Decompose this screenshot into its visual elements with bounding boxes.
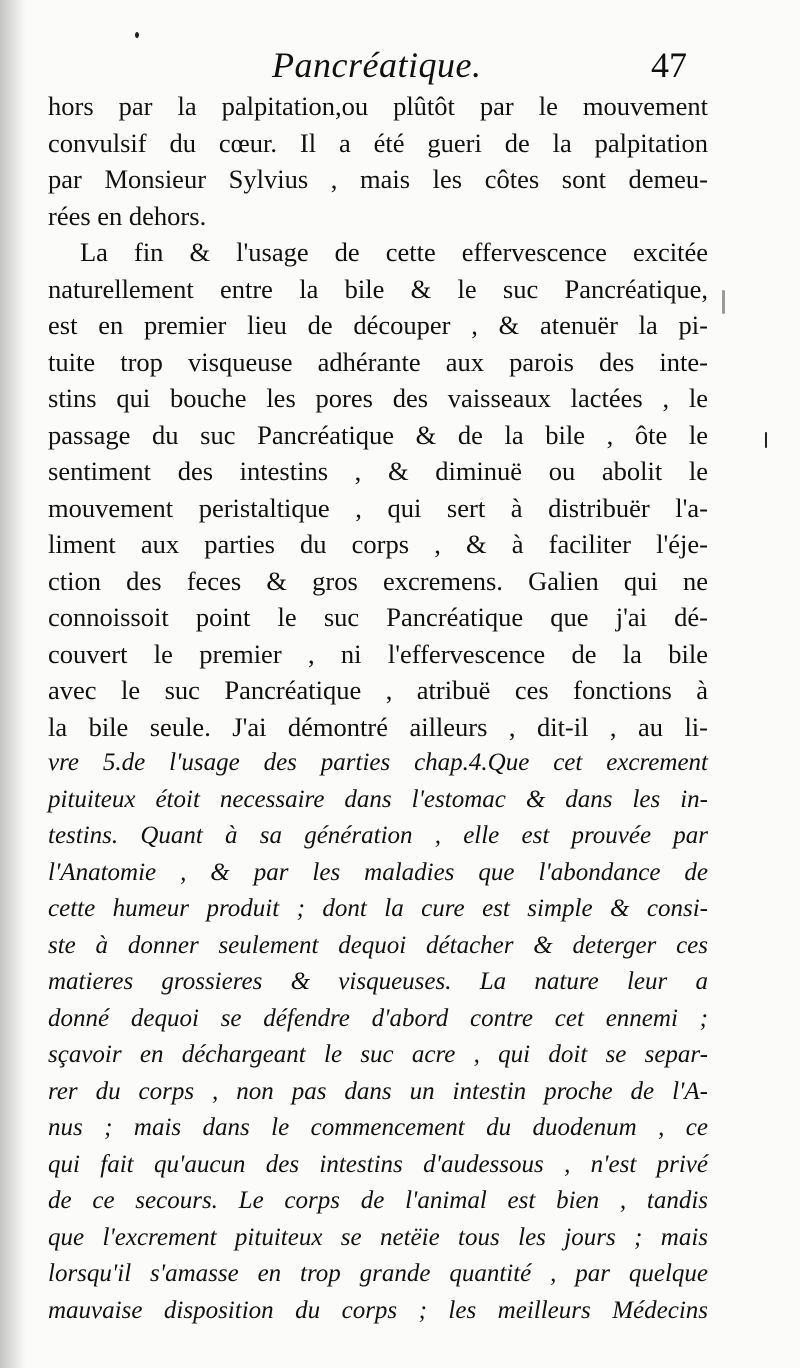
text-line: passage du suc Pancréatique & de la bile , ôte le xyxy=(48,419,708,450)
quotation-line: ste à donner seulement dequoi détacher & deterger ces xyxy=(48,931,708,959)
text-line: avec le suc Pancréatique , atribuë ces fonctions à xyxy=(48,675,708,705)
ink-speck xyxy=(135,32,139,38)
text-line: ction des feces & gros excremens. Galien qui ne xyxy=(48,565,708,596)
gutter-shadow xyxy=(0,0,26,1368)
quotation-line: que l'excrement pituiteux se netëie tous les jours ; mais xyxy=(48,1223,708,1251)
quotation-line: lorsqu'il s'amasse en trop grande quantité , par quelque xyxy=(48,1260,708,1287)
quotation-line: nus ; mais dans le commencement du duodenum , ce xyxy=(48,1114,708,1141)
text-line: liment aux parties du corps , & à faciliter l'éje- xyxy=(48,529,708,559)
text-line: sentiment des intestins , & diminuë ou abolit le xyxy=(48,456,708,486)
quotation-line: testins. Quant à sa génération , elle est prouvée par xyxy=(48,822,708,849)
body-text xyxy=(48,88,708,1329)
ink-speck xyxy=(765,432,767,448)
text-line: rées en dehors. xyxy=(48,200,207,231)
quotation-line: matieres grossieres & visqueuses. La nature leur a xyxy=(48,968,708,995)
text-line: naturellement entre la bile & le suc Pancréatique, xyxy=(48,273,708,304)
quotation-line: donné dequoi se défendre d'abord contre cet ennemi ; xyxy=(48,1004,708,1032)
text-line: couvert le premier , ni l'effervescence de la bile xyxy=(48,638,708,669)
quotation-line: l'Anatomie , & par les maladies que l'abondance de xyxy=(48,858,708,886)
page-number: 47 xyxy=(651,45,687,85)
ink-speck xyxy=(722,290,725,314)
quotation-line: sçavoir en déchargeant le suc acre , qui doit se separ- xyxy=(48,1041,708,1068)
quotation-line: qui fait qu'aucun des intestins d'audessous , n'est privé xyxy=(48,1150,708,1178)
text-line: hors par la palpitation,ou plûtôt par le mouvement xyxy=(48,91,708,121)
text-line: connoissoit point le suc Pancréatique que j'ai dé- xyxy=(48,602,708,632)
quotation-line: pituiteux étoit necessaire dans l'estomac & dans les in- xyxy=(48,785,708,813)
text-line: tuite trop visqueuse adhérante aux parois des inte- xyxy=(48,346,708,377)
quotation-line: cette humeur produit ; dont la cure est simple & consi- xyxy=(48,895,708,922)
quotation-line: rer du corps , non pas dans un intestin proche de l'A- xyxy=(48,1077,708,1105)
text-line: convulsif du cœur. Il a été gueri de la palpitation xyxy=(48,127,708,158)
text-line: la bile seule. J'ai démontré ailleurs , dit-il , au li- xyxy=(48,711,708,742)
text-line: stins qui bouche les pores des vaisseaux lactées , le xyxy=(48,383,708,413)
running-title: Pancréatique. xyxy=(272,45,482,85)
text-line: est en premier lieu de découper , & atenuër la pi- xyxy=(48,310,708,340)
paragraph-first-line: La fin & l'usage de cette effervescence excitée xyxy=(80,237,708,267)
text-line: par Monsieur Sylvius , mais les côtes sont demeu- xyxy=(48,164,708,194)
quotation-line: de ce secours. Le corps de l'animal est bien , tandis xyxy=(48,1187,708,1214)
text-line: mouvement peristaltique , qui sert à distribuër l'a- xyxy=(48,492,708,523)
quotation-line: vre 5.de l'usage des parties chap.4.Que cet excrement xyxy=(48,749,708,776)
page-header xyxy=(0,44,800,94)
quotation-line: mauvaise disposition du corps ; les meilleurs Médecins xyxy=(48,1296,708,1324)
